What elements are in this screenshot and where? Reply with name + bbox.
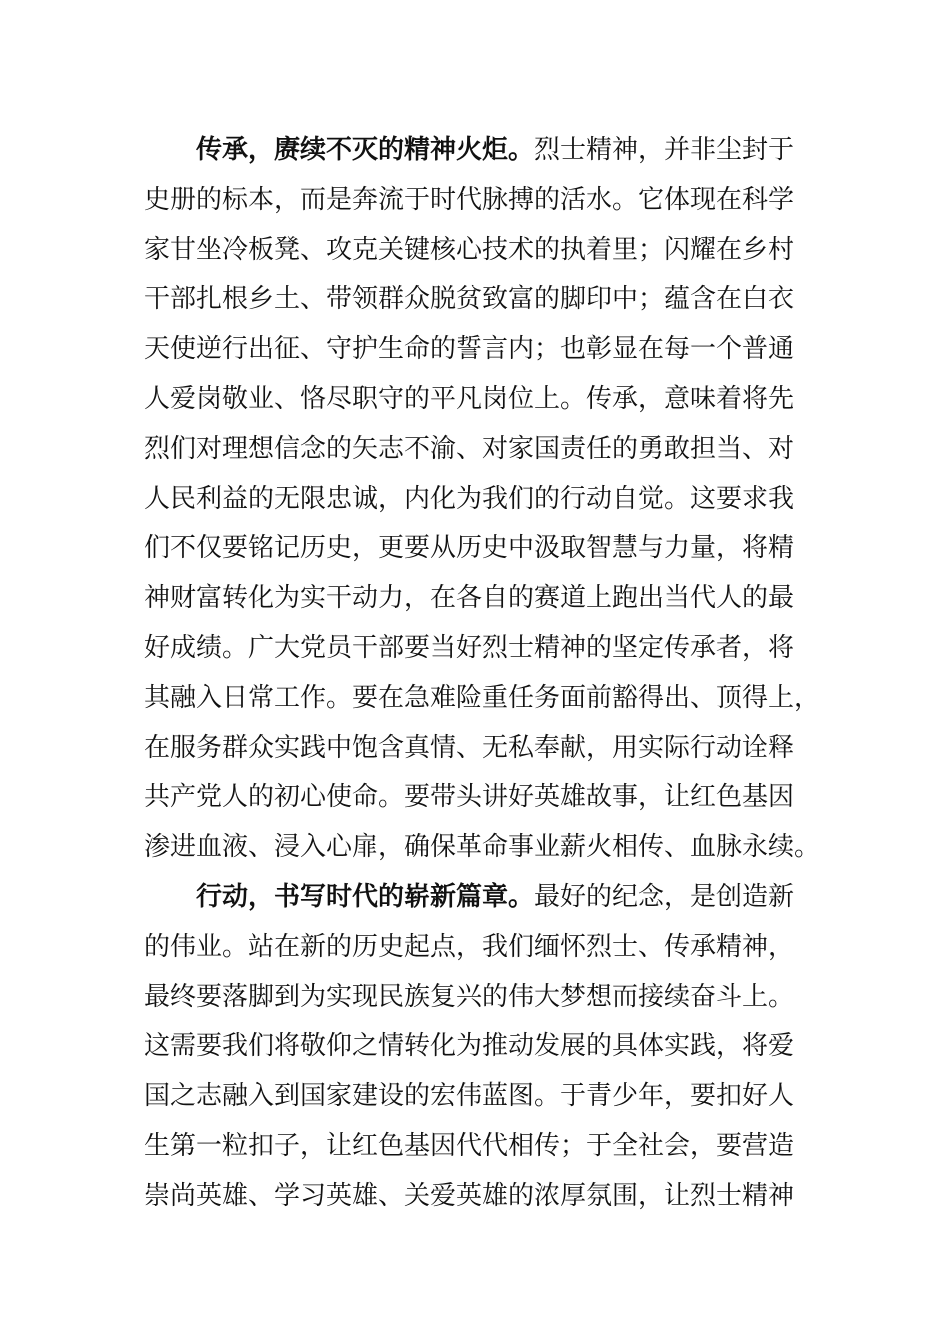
paragraph-1-line-8: 人民利益的无限忠诚，内化为我们的行动自觉。这要求我 <box>144 483 795 514</box>
paragraph-2-line-2: 的伟业。站在新的历史起点，我们缅怀烈士、传承精神， <box>144 931 795 962</box>
paragraph-1-line-6: 人爱岗敬业、恪尽职守的平凡岗位上。传承，意味着将先 <box>144 383 795 414</box>
paragraph-1-line-7: 烈们对理想信念的矢志不渝、对家国责任的勇敢担当、对 <box>144 433 795 464</box>
paragraph-2-line-3: 最终要落脚到为实现民族复兴的伟大梦想而接续奋斗上。 <box>144 981 795 1012</box>
paragraph-2-line-6: 生第一粒扣子，让红色基因代代相传；于全社会，要营造 <box>144 1130 795 1161</box>
paragraph-2-text: 最好的纪念，是创造新 <box>534 881 795 912</box>
paragraph-1-line-4: 干部扎根乡土、带领群众脱贫致富的脚印中；蕴含在白衣 <box>144 284 795 315</box>
paragraph-1-line-11: 好成绩。广大党员干部要当好烈士精神的坚定传承者，将 <box>144 632 795 663</box>
paragraph-1-line-9: 们不仅要铭记历史，更要从历史中汲取智慧与力量，将精 <box>144 533 795 564</box>
paragraph-1-line-12: 其融入日常工作。要在急难险重任务面前豁得出、顶得上， <box>144 682 821 713</box>
paragraph-1-line-10: 神财富转化为实干动力，在各自的赛道上跑出当代人的最 <box>144 583 795 614</box>
paragraph-1-line-3: 家甘坐冷板凳、攻克关键核心技术的执着里；闪耀在乡村 <box>144 234 795 265</box>
paragraph-1-line-13: 在服务群众实践中饱含真情、无私奉献，用实际行动诠释 <box>144 732 795 763</box>
paragraph-1-text: 烈士精神，并非尘封于 <box>534 135 795 165</box>
paragraph-2-lead: 行动，书写时代的崭新篇章。 <box>196 881 535 912</box>
paragraph-1-line-1 <box>144 126 824 176</box>
paragraph-1-line-14: 共产党人的初心使命。要带头讲好英雄故事，让红色基因 <box>144 782 795 813</box>
body-text <box>144 126 824 1222</box>
paragraph-1-line-2: 史册的标本，而是奔流于时代脉搏的活水。它体现在科学 <box>144 184 795 215</box>
paragraph-2-line-7: 崇尚英雄、学习英雄、关爱英雄的浓厚氛围，让烈士精神 <box>144 1180 795 1211</box>
paragraph-1-lead: 传承，赓续不灭的精神火炬。 <box>196 135 535 165</box>
paragraph-2-line-5: 国之志融入到国家建设的宏伟蓝图。于青少年，要扣好人 <box>144 1081 795 1112</box>
paragraph-1-line-15: 渗进血液、浸入心扉，确保革命事业薪火相传、血脉永续。 <box>144 832 821 863</box>
paragraph-2-line-1 <box>144 873 824 923</box>
paragraph-1-line-5: 天使逆行出征、守护生命的誓言内；也彰显在每一个普通 <box>144 334 795 365</box>
paragraph-2-line-4: 这需要我们将敬仰之情转化为推动发展的具体实践，将爱 <box>144 1031 795 1062</box>
